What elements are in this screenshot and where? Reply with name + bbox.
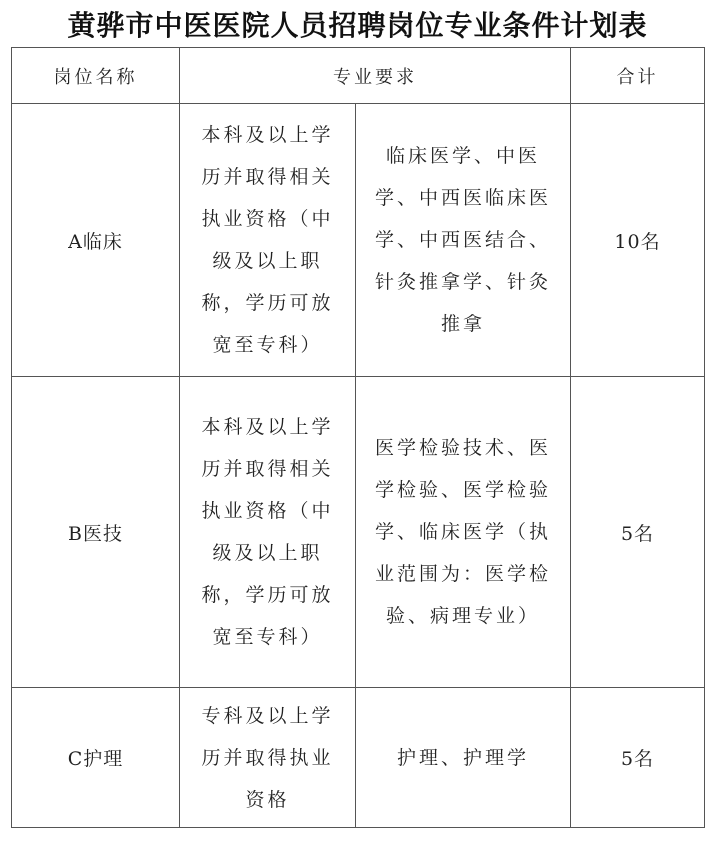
row-a-total: 10名 [571,104,705,377]
row-a-education-line: 称，学历可放 [201,292,334,314]
row-c-major-line: 护理、护理学 [396,746,529,769]
row-a-major [356,104,571,377]
header-position: 岗位名称 [12,48,180,104]
row-a-major-line: 学、中西医结合、 [374,229,551,251]
row-c-position: C护理 [12,688,180,828]
row-a-education-line: 宽至专科） [212,334,323,356]
row-c-education-line: 资格 [245,788,290,811]
row-a-major-line: 针灸推拿学、针灸 [374,271,551,293]
row-b-education-line: 称，学历可放 [201,584,334,606]
row-b-education-line: 历并取得相关 [201,458,334,480]
header-total: 合计 [571,48,705,104]
row-b-education-line: 级及以上职 [212,542,323,564]
row-b-major-line: 验、病理专业） [385,605,540,627]
row-b-education-line: 宽至专科） [212,626,323,648]
row-b-major-line: 学检验、医学检验 [374,479,551,501]
row-b-major [356,377,571,688]
row-c-education-line: 历并取得执业 [201,746,334,769]
row-b-major-line: 业范围为：医学检 [374,563,551,585]
page-title: 黄骅市中医医院人员招聘岗位专业条件计划表 [67,9,648,42]
row-a-education-line: 级及以上职 [212,250,323,272]
row-b-major-line: 医学检验技术、医 [374,437,551,459]
row-b-major-line: 学、临床医学（执 [374,521,551,543]
row-a-major-line: 学、中西医临床医 [374,187,551,209]
row-a-education [180,104,356,377]
recruitment-table [11,47,705,828]
row-b-education-line: 执业资格（中 [201,500,334,522]
row-b-total: 5名 [571,377,705,688]
row-b-education [180,377,356,688]
row-b-position: B医技 [12,377,180,688]
header-requirement: 专业要求 [180,48,571,104]
row-c-education [180,688,356,828]
row-a-major-line: 推拿 [440,313,485,335]
row-a-education-line: 执业资格（中 [201,208,334,230]
row-b-education-line: 本科及以上学 [201,416,334,438]
row-c-education-line: 专科及以上学 [201,704,334,727]
row-a-position: A临床 [12,104,180,377]
row-a-major-line: 临床医学、中医 [385,145,540,167]
row-c-total: 5名 [571,688,705,828]
row-a-education-line: 本科及以上学 [201,124,334,146]
row-a-education-line: 历并取得相关 [201,166,334,188]
row-c-major [356,688,571,828]
